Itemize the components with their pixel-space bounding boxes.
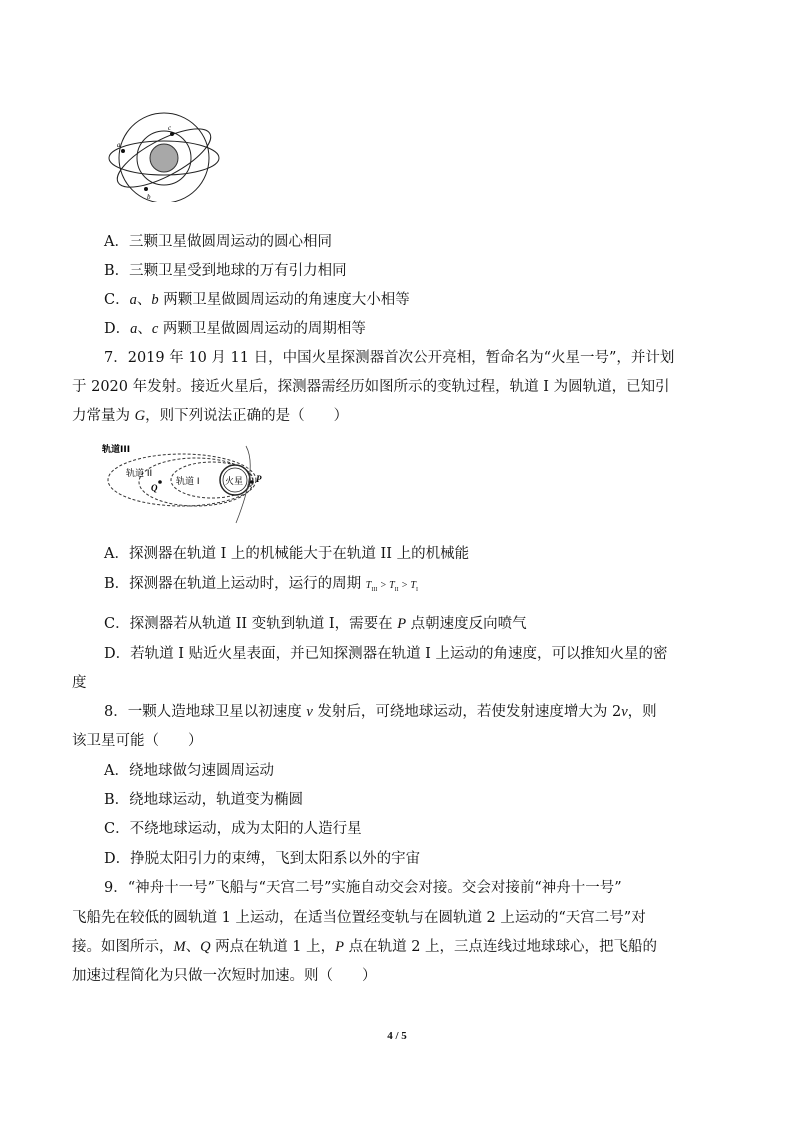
satellite-c-dot [170, 132, 174, 136]
q7-line-3-pre: 力常量为 [72, 408, 135, 424]
q9-sep: 、 [185, 939, 201, 955]
q6-d-c: c [151, 321, 159, 337]
q9-m: M [173, 939, 186, 955]
q9-line-3 [72, 937, 657, 957]
q6-d-prefix: D． [104, 321, 131, 337]
q7-line-1: 7．2019 年 10 月 11 日，中国火星探测器首次公开亮相，暂命名为“火星一号”，并计划 [104, 350, 675, 366]
q6-c-a: a [129, 292, 137, 308]
q8-line-2: 该卫星可能（ ） [72, 733, 203, 749]
q7-b-text: B．探测器在轨道上运动时，运行的周期 [104, 576, 362, 592]
q6-option-b: B．三颗卫星受到地球的万有引力相同 [104, 263, 347, 279]
q8-line-1-mid: 发射后，可绕地球运动，若使发射速度增大为 2 [312, 704, 622, 720]
q6-c-prefix: C． [104, 292, 130, 308]
q8-line-1-pre: 8．一颗人造地球卫星以初速度 [104, 704, 307, 720]
label-c: c [168, 124, 172, 132]
orbit-2-label: 轨道 II [126, 469, 153, 479]
q7-option-d: D．若轨道 I 贴近火星表面，并已知探测器在轨道 I 上运动的角速度，可以推知火星的密 [104, 646, 668, 662]
mars-orbit-figure [100, 438, 275, 528]
q9-line-3-pre: 接。如图所示， [72, 939, 174, 955]
point-p-label: P [256, 474, 262, 484]
q7-b-t3: T [365, 580, 372, 591]
q7-option-c [104, 614, 527, 634]
q9-line-3-post: 点在轨道 2 上，三点连线过地球球心，把飞船的 [344, 939, 658, 955]
q7-option-a: A．探测器在轨道 I 上的机械能大于在轨道 II 上的机械能 [104, 546, 470, 562]
q7-line-3 [72, 406, 348, 426]
point-q-label: Q [151, 483, 158, 493]
q8-option-c: C．不绕地球运动，成为太阳的人造行星 [104, 821, 362, 837]
q7-line-2: 于 2020 年发射。接近火星后，探测器需经历如图所示的变轨过程，轨道 I 为圆轨道，已知引 [72, 379, 670, 395]
label-b: b [147, 193, 151, 201]
q6-option-c [104, 290, 410, 310]
q6-d-a: a [130, 321, 138, 337]
label-a: a [117, 141, 121, 149]
q9-line-3-mid: 两点在轨道 1 上， [210, 939, 336, 955]
q7-b-sub3: III [371, 587, 378, 593]
q7-c-pre: C．探测器若从轨道 II 变轨到轨道 I，需要在 [104, 616, 398, 632]
q7-b-t2: > T [377, 580, 395, 591]
q8-line-1 [104, 702, 657, 722]
q7-c-p: P [397, 616, 407, 632]
earth [150, 144, 178, 172]
q6-c-text: 两颗卫星做圆周运动的角速度大小相等 [158, 292, 410, 308]
q9-line-1: 9．“神舟十一号”飞船与“天宫二号”实施自动交会对接。交会对接前“神舟十一号” [104, 880, 622, 896]
q9-q: Q [200, 939, 211, 955]
q8-option-b: B．绕地球运动，轨道变为椭圆 [104, 792, 304, 808]
q6-d-text: 两颗卫星做圆周运动的周期相等 [158, 321, 366, 337]
orbit-3-label: 轨道III [102, 445, 131, 455]
q7-option-d-cont: 度 [72, 675, 87, 691]
q7-b-t1: > T [398, 580, 416, 591]
q8-v: v [306, 704, 313, 720]
satellite-orbits-figure [106, 106, 226, 202]
q6-c-sep: 、 [136, 292, 152, 308]
q9-p: P [335, 939, 344, 955]
q9-line-4: 加速过程简化为只做一次短时加速。则（ ） [72, 968, 377, 984]
q8-line-1-post: ，则 [627, 704, 657, 720]
mars-label: 火星 [225, 477, 244, 487]
q7-c-post: 点朝速度反向喷气 [406, 616, 527, 632]
q7-option-b [104, 574, 418, 600]
page-number: 4 / 5 [387, 1030, 407, 1042]
point-q-dot [158, 480, 162, 484]
q7-b-sub1: I [415, 587, 418, 593]
q7-g-symbol: G [134, 408, 146, 424]
satellite-a-dot [121, 149, 125, 153]
q7-b-formula [366, 580, 418, 591]
q7-line-3-post: ，则下列说法正确的是（ ） [145, 408, 349, 424]
q8-option-d: D．挣脱太阳引力的束缚，飞到太阳系以外的宇宙 [104, 851, 421, 867]
point-p-dot [250, 480, 254, 484]
q7-b-sub2: II [394, 587, 399, 593]
q6-option-d [104, 319, 366, 339]
satellite-b-dot [144, 187, 148, 191]
q8-v2: v [621, 704, 628, 720]
q8-option-a: A．绕地球做匀速圆周运动 [104, 763, 274, 779]
q6-c-b: b [151, 292, 159, 308]
q9-line-2: 飞船先在较低的圆轨道 1 上运动，在适当位置经变轨与在圆轨道 2 上运动的“天宫二号”对 [72, 910, 646, 926]
orbit-1-label: 轨道 I [176, 477, 200, 487]
q6-option-a: A．三颗卫星做圆周运动的圆心相同 [104, 234, 332, 250]
q6-d-sep: 、 [137, 321, 152, 337]
